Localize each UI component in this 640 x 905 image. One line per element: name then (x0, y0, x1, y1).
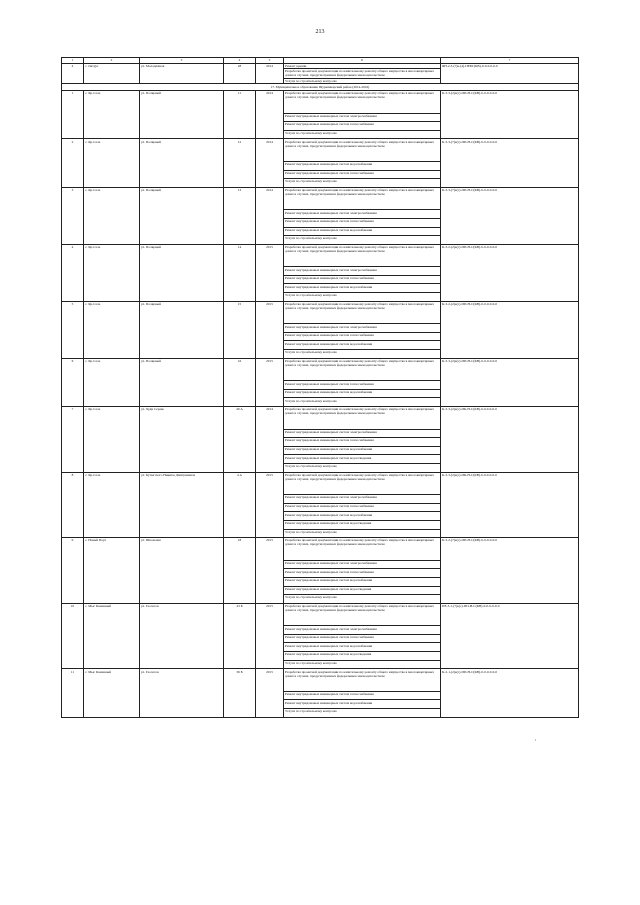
house-number-cell: 14 (224, 244, 256, 301)
work-type-cell: Услуги по строительному контролю (284, 350, 441, 359)
work-type-cell: Услуги по строительному контролю (284, 660, 441, 669)
work-type-cell: Ремонт внутридомовых инженерных систем теплоснабжения (284, 218, 441, 227)
work-type-cell: Разработка проектной документации по капитальному ремонту общего имущества в многоквартирных домах в случаях, предусмотренных федеральным законодательством (284, 187, 441, 210)
table-row (62, 244, 579, 267)
locality-cell: с. Яр-Сале (84, 139, 140, 187)
work-type-cell: Ремонт внутридомовых инженерных систем теплоснабжения (284, 438, 441, 447)
work-type-cell: Услуги по строительному контролю (284, 236, 441, 245)
object-code-cell: К-3-3-(7)к(с)-ПП-Н-С(КВ)-0-0-0-0-0-0 (441, 187, 579, 244)
object-code-cell: К-3-3-(2)к(с)-ПК-Н-С(КВ)-0-0-0-0-0-0 (441, 472, 579, 538)
work-type-cell: Ремонт внутридомовых инженерных систем водоотведения (284, 520, 441, 529)
work-type-cell: Услуги по строительному контролю (284, 529, 441, 538)
locality-cell: с. Яр-Сале (84, 472, 140, 538)
work-type-cell: Ремонт внутридомовых инженерных систем теплоснабжения (284, 569, 441, 578)
house-number-cell: 15 (224, 301, 256, 358)
year-cell: 2015 (256, 603, 284, 669)
row-number: 9 (62, 538, 84, 604)
page-number: 213 (315, 29, 325, 35)
header-cell: 5 (256, 58, 284, 64)
work-type-cell: Ремонт внутридомовых инженерных систем электроснабжения (284, 626, 441, 635)
object-code-cell: ПЕ-3-1-(7)к(с)-ПП-Н-С(КВ)-0-0-0-0-0-0 (441, 603, 579, 669)
house-number-cell: 12 (224, 139, 256, 187)
work-type-cell: Ремонт внутридомовых инженерных систем водоснабжения (284, 389, 441, 398)
work-type-cell: Ремонт внутридомовых инженерных систем теплоснабжения (284, 275, 441, 284)
street-cell: ул. Кутыгского Никиты Дмитриевича (140, 472, 224, 538)
year-cell: 2015 (256, 472, 284, 538)
street-cell: ул. Полярный (140, 358, 224, 406)
street-cell: ул. Худи Серако (140, 407, 224, 473)
house-number-cell: 40 А (224, 407, 256, 473)
street-cell: ул. Полярный (140, 187, 224, 244)
work-type-cell: Услуги по строительному контролю (284, 293, 441, 302)
work-type-cell: Ремонт внутридомовых инженерных систем электроснабжения (284, 113, 441, 122)
table-row (62, 187, 579, 210)
work-type-cell: Ремонт внутридомовых инженерных систем водоотведения (284, 652, 441, 661)
work-type-cell: Услуги по строительному контролю (284, 130, 441, 139)
row-number: 10 (62, 603, 84, 669)
year-cell: 2015 (256, 301, 284, 358)
street-cell: ул. Полярный (140, 90, 224, 138)
work-type-cell: Ремонт внутридомовых инженерных систем электроснабжения (284, 210, 441, 219)
work-type-cell: Ремонт внутридомовых инженерных систем водоснабжения (284, 577, 441, 586)
locality-cell: с. Яр-Сале (84, 90, 140, 138)
work-type-cell: Услуги по строительному контролю (284, 398, 441, 407)
locality-cell: с. Яр-Сале (84, 244, 140, 301)
work-type-cell: Ремонт крыши (284, 63, 441, 69)
object-code-cell: К-3-2-(7)к(с)-ПП-Н-С(КВ)-0-0-0-0-0-0 (441, 538, 579, 604)
work-type-cell: Ремонт внутридомовых инженерных систем водоснабжения (284, 643, 441, 652)
work-type-cell: Разработка проектной документации по капитальному ремонту общего имущества в многоквартирных домах в случаях, предусмотренных федеральным законодательством (284, 90, 441, 113)
work-type-cell: Услуги по строительному контролю (284, 463, 441, 472)
header-cell: 4 (224, 58, 256, 64)
street-cell: ул. Молодёжная (140, 63, 224, 84)
header-cell: 7 (441, 58, 579, 64)
work-type-cell: Разработка проектной документации по капитальному ремонту общего имущества в многоквартирных домах в случаях, предусмотренных федеральным законодательством (284, 139, 441, 162)
row-number: 8 (62, 472, 84, 538)
work-type-cell: Разработка проектной документации по капитальному ремонту общего имущества в многоквартирных домах в случаях, предусмотренных федеральным законодательством (284, 358, 441, 381)
street-cell: ул. Полярный (140, 244, 224, 301)
work-type-cell: Ремонт внутридомовых инженерных систем водоотведения (284, 455, 441, 464)
year-cell: 2015 (256, 538, 284, 604)
year-cell: 2014 (256, 63, 284, 84)
street-cell: ул. Школьная (140, 538, 224, 604)
locality-cell: с. Мыс Каменный (84, 603, 140, 669)
work-type-cell: Ремонт внутридомовых инженерных систем водоснабжения (284, 284, 441, 293)
object-code-cell: К-2-1-(2)к(с)-ПП-Н-С(КВ)-0-0-0-0-0-0 (441, 669, 579, 717)
work-type-cell: Ремонт внутридомовых инженерных систем теплоснабжения (284, 634, 441, 643)
work-type-cell: Разработка проектной документации по капитальному ремонту общего имущества в многоквартирных домах в случаях, предусмотренных федеральным законодательством (284, 669, 441, 692)
row-number: 4 (62, 244, 84, 301)
page-corner-mark: , (535, 737, 537, 742)
header-cell: 1 (62, 58, 84, 64)
work-type-cell: Разработка проектной документации по капитальному ремонту общего имущества в многоквартирных домах в случаях, предусмотренных федеральным законодательством (284, 538, 441, 561)
work-type-cell: Разработка проектной документации по капитальному ремонту общего имущества в многоквартирных домах в случаях, предусмотренных федеральным законодательством (284, 407, 441, 430)
table-row (62, 669, 579, 692)
work-type-cell: Ремонт внутридомовых инженерных систем водоснабжения (284, 161, 441, 170)
work-type-cell: Ремонт внутридомовых инженерных систем водоснабжения (284, 341, 441, 350)
work-type-cell: Ремонт внутридомовых инженерных систем теплоснабжения (284, 503, 441, 512)
table-row (62, 603, 579, 626)
house-number-cell: 16 (224, 358, 256, 406)
locality-cell: с. Яр-Сале (84, 187, 140, 244)
work-type-cell: Услуги по строительному контролю (284, 179, 441, 188)
object-code-cell: К-3-2-(2)к(с)-ПП-Н-С(КВ)-0-0-0-0-0-0 (441, 301, 579, 358)
work-type-cell: Ремонт внутридомовых инженерных систем теплоснабжения (284, 381, 441, 390)
work-type-cell: Ремонт внутридомовых инженерных систем водоснабжения (284, 700, 441, 709)
object-code-cell: ЯН-2-3-(7)к-(4)-ПЕБС(КВ)-0-0-0-0-0-0 (441, 63, 579, 84)
row-number: 6 (62, 358, 84, 406)
house-number-cell: 18 (224, 538, 256, 604)
year-cell: 2014 (256, 139, 284, 187)
work-type-cell: Услуги по строительному контролю (284, 709, 441, 718)
capital-repair-register-table (61, 57, 579, 718)
table-row (62, 538, 579, 561)
object-code-cell: К-3-3-(2)к(с)-ПП-Н-С(КВ)-0-0-0-0-0-0 (441, 358, 579, 406)
year-cell: 2014 (256, 187, 284, 244)
work-type-cell: Разработка проектной документации по капитальному ремонту общего имущества в многоквартирных домах в случаях, предусмотренных федеральным законодательством (284, 301, 441, 324)
work-type-cell: Разработка проектной документации по капитальному ремонту общего имущества в многоквартирных домах в случаях, предусмотренных федеральным законодательством (284, 472, 441, 495)
object-code-cell: К-3-3-(2)к(с)-ПК-Н-С(КВ)-0-0-0-0-0-0 (441, 407, 579, 473)
table-row (62, 139, 579, 162)
work-type-cell: Ремонт внутридомовых инженерных систем электроснабжения (284, 267, 441, 276)
work-type-cell: Услуги по строительному контролю (284, 595, 441, 604)
locality-cell: с. Яр-Сале (84, 358, 140, 406)
locality-cell: с. Мыс Каменный (84, 669, 140, 717)
row-number: 1 (62, 90, 84, 138)
row-number: 2 (62, 139, 84, 187)
header-cell: 6 (284, 58, 441, 64)
table-row (62, 407, 579, 430)
house-number-cell: 43 Б (224, 603, 256, 669)
work-type-cell: Ремонт внутридомовых инженерных систем теплоснабжения (284, 332, 441, 341)
house-number-cell: 4 А (224, 472, 256, 538)
house-number-cell: 13 (224, 187, 256, 244)
work-type-cell: Ремонт внутридомовых инженерных систем теплоснабжения (284, 691, 441, 700)
work-type-cell: Услуги по строительному контролю (284, 78, 441, 84)
object-code-cell: К-3-3-(2)к(с)-ПП-Н-С(КВ)-0-0-0-0-0-0 (441, 90, 579, 138)
house-number-cell: 36 Б (224, 669, 256, 717)
work-type-cell: Ремонт внутридомовых инженерных систем теплоснабжения (284, 122, 441, 131)
work-type-cell: Разработка проектной документации по капитальному ремонту общего имущества в многоквартирных домах в случаях, предусмотренных федеральным законодательством (284, 244, 441, 267)
year-cell: 2015 (256, 669, 284, 717)
work-type-cell: Ремонт внутридомовых инженерных систем теплоснабжения (284, 170, 441, 179)
work-type-cell: Ремонт внутридомовых инженерных систем водоотведения (284, 586, 441, 595)
year-cell: 2015 (256, 244, 284, 301)
header-cell: 2 (84, 58, 140, 64)
locality-cell: с. Новый Порт (84, 538, 140, 604)
row-number: 4 (62, 63, 84, 84)
street-cell: ул. Полярный (140, 139, 224, 187)
object-code-cell: К-3-3-(7)к(с)-ПП-Н-С(КВ)-0-0-0-0-0-0 (441, 139, 579, 187)
table-row (62, 358, 579, 381)
section-title: 17. Муниципальное образование Шурышкарский район (2014-2016) (62, 84, 579, 91)
work-type-cell: Разработка проектной документации по капитальному ремонту общего имущества в многоквартирных домах в случаях, предусмотренных федеральным законодательством (284, 603, 441, 626)
street-cell: ул. Геологов (140, 669, 224, 717)
work-type-cell: Ремонт внутридомовых инженерных систем водоснабжения (284, 512, 441, 521)
work-type-cell: Ремонт внутридомовых инженерных систем электроснабжения (284, 324, 441, 333)
section-header-row (62, 84, 579, 91)
year-cell: 2014 (256, 407, 284, 473)
work-type-cell: Ремонт внутридомовых инженерных систем водоснабжения (284, 446, 441, 455)
street-cell: ул. Геологов (140, 603, 224, 669)
work-type-cell: Разработка проектной документации по капитальному ремонту общего имущества в многоквартирных домах в случаях, предусмотренных федеральным законодательством (284, 69, 441, 79)
row-number: 11 (62, 669, 84, 717)
work-type-cell: Ремонт внутридомовых инженерных систем электроснабжения (284, 495, 441, 504)
year-cell: 2014 (256, 90, 284, 138)
locality-cell: с. Яр-Сале (84, 407, 140, 473)
object-code-cell: К-3-2-(2)к(с)-ПП-Н-С(КВ)-0-0-0-0-0-0 (441, 244, 579, 301)
row-number: 5 (62, 301, 84, 358)
table-row (62, 301, 579, 324)
house-number-cell: 28 (224, 63, 256, 84)
table-row (62, 90, 579, 113)
house-number-cell: 11 (224, 90, 256, 138)
header-cell: 3 (140, 58, 224, 64)
row-number: 3 (62, 187, 84, 244)
year-cell: 2015 (256, 358, 284, 406)
locality-cell: с. Яр-Сале (84, 301, 140, 358)
locality-cell: с. Октург (84, 63, 140, 84)
work-type-cell: Ремонт внутридомовых инженерных систем электроснабжения (284, 429, 441, 438)
street-cell: ул. Полярный (140, 301, 224, 358)
table-row (62, 472, 579, 495)
work-type-cell: Ремонт внутридомовых инженерных систем водоснабжения (284, 227, 441, 236)
work-type-cell: Ремонт внутридомовых инженерных систем электроснабжения (284, 560, 441, 569)
row-number: 7 (62, 407, 84, 473)
